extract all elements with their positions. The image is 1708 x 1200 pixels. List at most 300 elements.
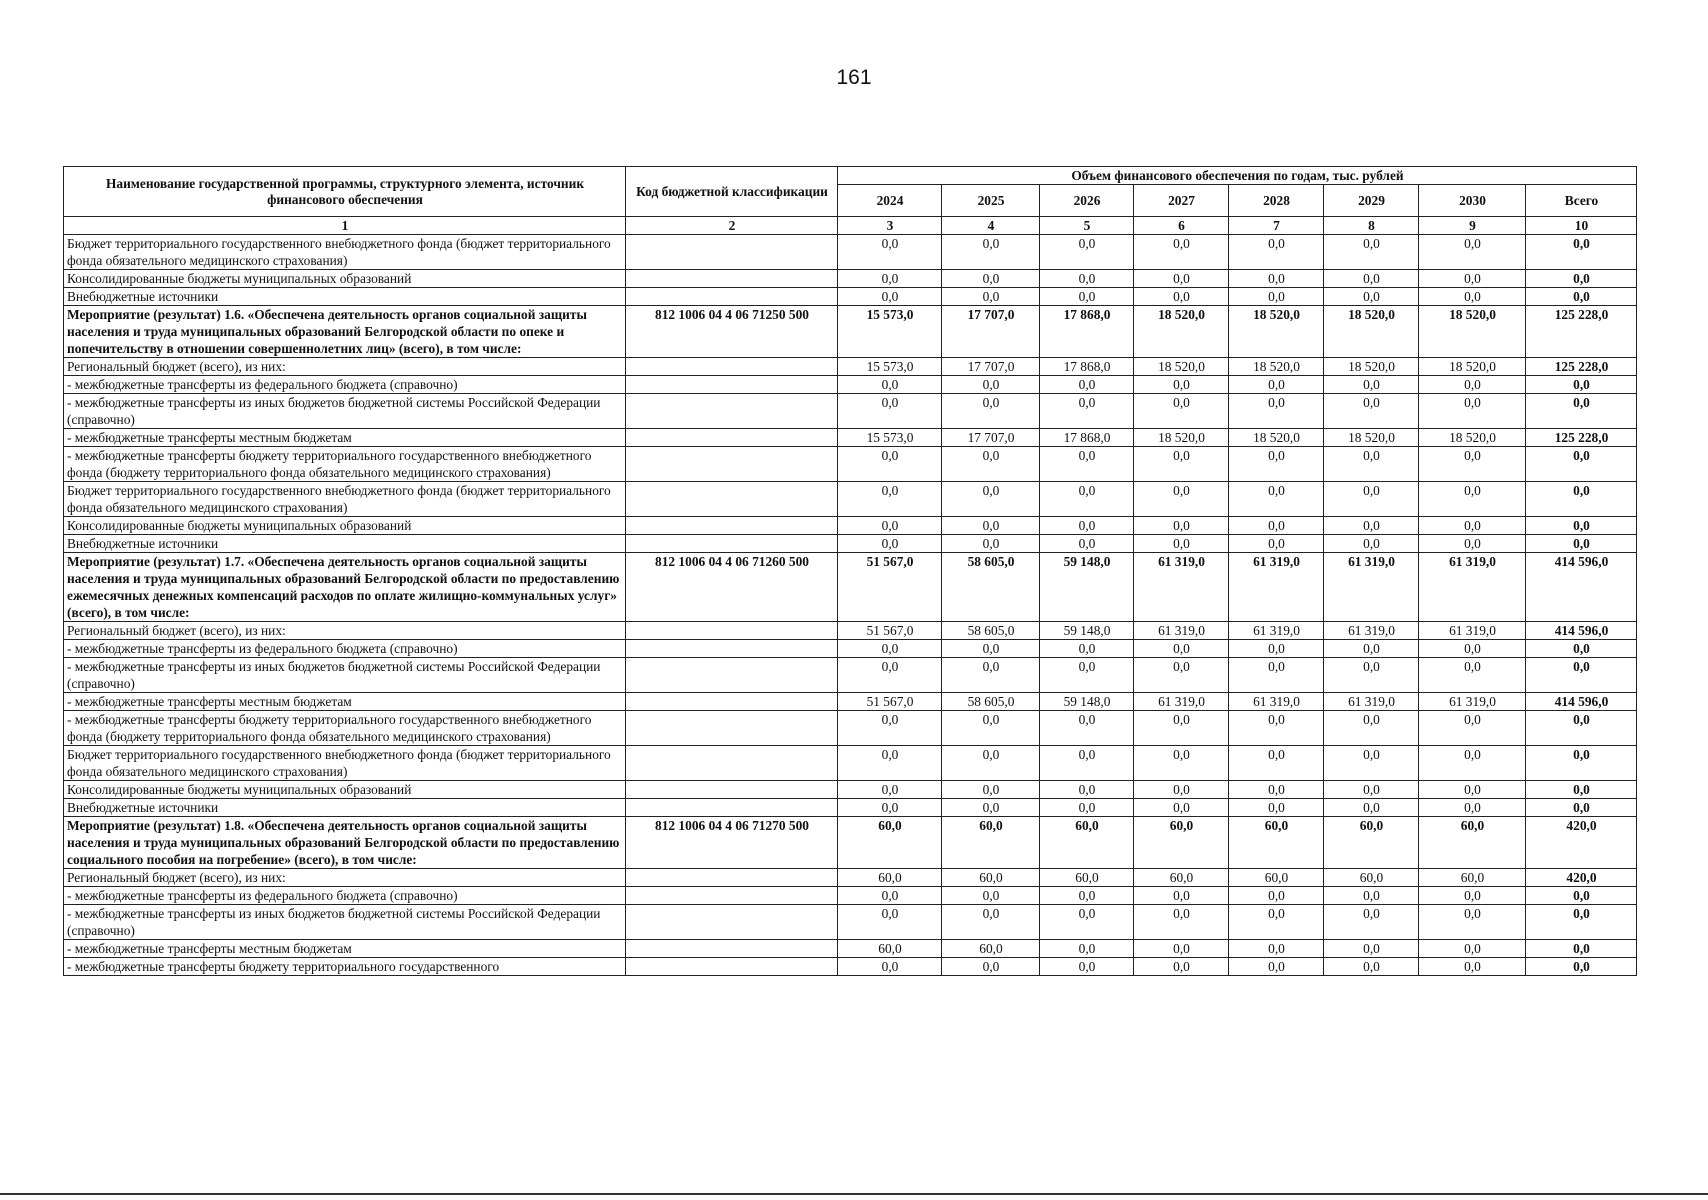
table-row (64, 394, 1637, 429)
year-value: 0,0 (1229, 640, 1324, 658)
column-number: 5 (1040, 217, 1134, 235)
header-year: 2029 (1324, 185, 1419, 217)
table-row (64, 517, 1637, 535)
year-value: 0,0 (1134, 270, 1229, 288)
year-value: 18 520,0 (1229, 306, 1324, 358)
year-value: 0,0 (1229, 376, 1324, 394)
year-value: 0,0 (942, 746, 1040, 781)
year-value: 0,0 (838, 270, 942, 288)
table-row (64, 288, 1637, 306)
header-volume: Объем финансового обеспечения по годам, тыс. рублей (838, 167, 1637, 185)
year-value: 0,0 (1040, 799, 1134, 817)
year-value: 61 319,0 (1419, 553, 1526, 622)
table-row (64, 869, 1637, 887)
year-value: 60,0 (1229, 869, 1324, 887)
total-value: 0,0 (1526, 746, 1637, 781)
header-year: 2024 (838, 185, 942, 217)
year-value: 0,0 (1419, 288, 1526, 306)
year-value: 18 520,0 (1419, 429, 1526, 447)
year-value: 0,0 (1040, 482, 1134, 517)
year-value: 61 319,0 (1134, 693, 1229, 711)
total-value: 414 596,0 (1526, 553, 1637, 622)
year-value: 61 319,0 (1324, 553, 1419, 622)
year-value: 0,0 (1324, 270, 1419, 288)
row-name: Бюджет территориального государственного внебюджетного фонда (бюджет территориального фонда обязательного медицинского страхования) (64, 235, 626, 270)
year-value: 0,0 (1229, 658, 1324, 693)
year-value: 0,0 (1229, 746, 1324, 781)
year-value: 0,0 (942, 270, 1040, 288)
year-value: 0,0 (1324, 905, 1419, 940)
year-value: 0,0 (1324, 376, 1419, 394)
year-value: 0,0 (838, 376, 942, 394)
year-value: 0,0 (1419, 940, 1526, 958)
year-value: 0,0 (1134, 746, 1229, 781)
year-value: 0,0 (1134, 958, 1229, 976)
header-code: Код бюджетной классификации (626, 167, 838, 217)
year-value: 0,0 (1040, 940, 1134, 958)
row-name: - межбюджетные трансферты местным бюджетам (64, 429, 626, 447)
year-value: 61 319,0 (1229, 622, 1324, 640)
year-value: 61 319,0 (1419, 693, 1526, 711)
budget-code (626, 693, 838, 711)
year-value: 18 520,0 (1419, 358, 1526, 376)
year-value: 0,0 (838, 958, 942, 976)
year-value: 0,0 (1419, 887, 1526, 905)
header-year: 2026 (1040, 185, 1134, 217)
year-value: 15 573,0 (838, 358, 942, 376)
table-row (64, 482, 1637, 517)
year-value: 0,0 (942, 711, 1040, 746)
year-value: 0,0 (1040, 746, 1134, 781)
year-value: 0,0 (1419, 958, 1526, 976)
year-value: 0,0 (1419, 376, 1526, 394)
year-value: 0,0 (1324, 288, 1419, 306)
budget-code (626, 447, 838, 482)
year-value: 61 319,0 (1134, 553, 1229, 622)
column-number: 7 (1229, 217, 1324, 235)
year-value: 60,0 (838, 940, 942, 958)
year-value: 60,0 (1419, 869, 1526, 887)
budget-code (626, 658, 838, 693)
event-row (64, 306, 1637, 358)
total-value: 0,0 (1526, 640, 1637, 658)
year-value: 0,0 (1040, 905, 1134, 940)
total-value: 0,0 (1526, 940, 1637, 958)
year-value: 0,0 (1324, 799, 1419, 817)
table-row (64, 693, 1637, 711)
year-value: 0,0 (1229, 270, 1324, 288)
total-value: 125 228,0 (1526, 306, 1637, 358)
row-name: Консолидированные бюджеты муниципальных образований (64, 517, 626, 535)
total-value: 0,0 (1526, 799, 1637, 817)
year-value: 58 605,0 (942, 693, 1040, 711)
header-year: 2025 (942, 185, 1040, 217)
year-value: 0,0 (1040, 640, 1134, 658)
row-name: - межбюджетные трансферты из иных бюджетов бюджетной системы Российской Федерации (справочно) (64, 394, 626, 429)
budget-code: 812 1006 04 4 06 71250 500 (626, 306, 838, 358)
year-value: 17 707,0 (942, 358, 1040, 376)
year-value: 0,0 (1419, 640, 1526, 658)
year-value: 0,0 (1134, 781, 1229, 799)
year-value: 0,0 (1324, 235, 1419, 270)
column-number: 1 (64, 217, 626, 235)
table-row (64, 905, 1637, 940)
year-value: 0,0 (942, 376, 1040, 394)
year-value: 0,0 (1040, 376, 1134, 394)
year-value: 0,0 (1229, 394, 1324, 429)
total-value: 0,0 (1526, 658, 1637, 693)
table-row (64, 622, 1637, 640)
row-name: - межбюджетные трансферты бюджету территориального государственного внебюджетного фонда (бюджету территориального фонда обязательного медицинского страхования) (64, 447, 626, 482)
year-value: 58 605,0 (942, 553, 1040, 622)
year-value: 0,0 (1419, 905, 1526, 940)
table-row (64, 235, 1637, 270)
total-value: 414 596,0 (1526, 693, 1637, 711)
column-number: 10 (1526, 217, 1637, 235)
budget-code (626, 887, 838, 905)
year-value: 0,0 (1134, 447, 1229, 482)
row-name: Мероприятие (результат) 1.6. «Обеспечена деятельность органов социальной защиты населения и труда муниципальных образований Белгородской области по опеке и попечительству в отношении совершеннолетних лиц» (всего), в том числе: (64, 306, 626, 358)
event-row (64, 817, 1637, 869)
year-value: 51 567,0 (838, 693, 942, 711)
row-name: Бюджет территориального государственного внебюджетного фонда (бюджет территориального фонда обязательного медицинского страхования) (64, 482, 626, 517)
year-value: 0,0 (1040, 235, 1134, 270)
year-value: 17 868,0 (1040, 429, 1134, 447)
year-value: 0,0 (1229, 288, 1324, 306)
year-value: 60,0 (942, 817, 1040, 869)
year-value: 0,0 (942, 958, 1040, 976)
column-number: 9 (1419, 217, 1526, 235)
year-value: 0,0 (1229, 482, 1324, 517)
total-value: 0,0 (1526, 905, 1637, 940)
year-value: 60,0 (1040, 869, 1134, 887)
row-name: Мероприятие (результат) 1.8. «Обеспечена деятельность органов социальной защиты населения и труда муниципальных образований Белгородской области по предоставлению социального пособия на погребение» (всего), в том числе: (64, 817, 626, 869)
year-value: 0,0 (1419, 746, 1526, 781)
table-row (64, 447, 1637, 482)
total-value: 0,0 (1526, 288, 1637, 306)
total-value: 0,0 (1526, 711, 1637, 746)
budget-code (626, 940, 838, 958)
year-value: 0,0 (838, 288, 942, 306)
year-value: 0,0 (942, 447, 1040, 482)
row-name: Мероприятие (результат) 1.7. «Обеспечена деятельность органов социальной защиты населения и труда муниципальных образований Белгородской области по предоставлению ежемесячных денежных компенсаций расходов по оплате жилищно-коммунальных услуг» (всего), в том числе: (64, 553, 626, 622)
year-value: 0,0 (1419, 270, 1526, 288)
year-value: 60,0 (942, 869, 1040, 887)
row-name: Консолидированные бюджеты муниципальных образований (64, 270, 626, 288)
row-name: - межбюджетные трансферты бюджету территориального государственного (64, 958, 626, 976)
year-value: 0,0 (1419, 517, 1526, 535)
year-value: 0,0 (942, 394, 1040, 429)
year-value: 60,0 (1040, 817, 1134, 869)
year-value: 18 520,0 (1419, 306, 1526, 358)
budget-code (626, 535, 838, 553)
column-number: 3 (838, 217, 942, 235)
budget-code (626, 869, 838, 887)
year-value: 0,0 (1134, 394, 1229, 429)
year-value: 17 707,0 (942, 429, 1040, 447)
year-value: 0,0 (838, 887, 942, 905)
year-value: 0,0 (1040, 288, 1134, 306)
budget-code (626, 429, 838, 447)
total-value: 0,0 (1526, 781, 1637, 799)
year-value: 0,0 (1324, 958, 1419, 976)
table-row (64, 940, 1637, 958)
table-row (64, 799, 1637, 817)
page-number: 161 (836, 66, 872, 89)
year-value: 18 520,0 (1324, 429, 1419, 447)
year-value: 59 148,0 (1040, 622, 1134, 640)
table-row (64, 781, 1637, 799)
total-value: 420,0 (1526, 817, 1637, 869)
budget-code (626, 958, 838, 976)
total-value: 125 228,0 (1526, 429, 1637, 447)
year-value: 0,0 (838, 658, 942, 693)
year-value: 0,0 (1229, 905, 1324, 940)
year-value: 0,0 (838, 517, 942, 535)
year-value: 61 319,0 (1229, 693, 1324, 711)
year-value: 51 567,0 (838, 622, 942, 640)
year-value: 0,0 (1040, 517, 1134, 535)
year-value: 59 148,0 (1040, 553, 1134, 622)
year-value: 0,0 (838, 640, 942, 658)
table-row (64, 887, 1637, 905)
year-value: 0,0 (1134, 711, 1229, 746)
year-value: 0,0 (942, 781, 1040, 799)
budget-code (626, 905, 838, 940)
year-value: 0,0 (1040, 447, 1134, 482)
budget-code (626, 622, 838, 640)
column-number: 6 (1134, 217, 1229, 235)
total-value: 0,0 (1526, 958, 1637, 976)
total-value: 0,0 (1526, 270, 1637, 288)
year-value: 61 319,0 (1134, 622, 1229, 640)
year-value: 0,0 (1134, 940, 1229, 958)
year-value: 0,0 (838, 746, 942, 781)
year-value: 0,0 (1229, 799, 1324, 817)
total-value: 0,0 (1526, 447, 1637, 482)
budget-code (626, 517, 838, 535)
row-name: - межбюджетные трансферты из иных бюджетов бюджетной системы Российской Федерации (справочно) (64, 905, 626, 940)
year-value: 59 148,0 (1040, 693, 1134, 711)
table-row (64, 658, 1637, 693)
year-value: 0,0 (1229, 887, 1324, 905)
row-name: - межбюджетные трансферты из федерального бюджета (справочно) (64, 887, 626, 905)
year-value: 0,0 (1324, 640, 1419, 658)
column-number: 4 (942, 217, 1040, 235)
year-value: 0,0 (942, 887, 1040, 905)
header-year: 2028 (1229, 185, 1324, 217)
row-name: - межбюджетные трансферты местным бюджетам (64, 693, 626, 711)
total-value: 0,0 (1526, 482, 1637, 517)
table-row (64, 270, 1637, 288)
year-value: 18 520,0 (1134, 429, 1229, 447)
table-row (64, 376, 1637, 394)
year-value: 0,0 (1134, 517, 1229, 535)
year-value: 0,0 (942, 658, 1040, 693)
year-value: 60,0 (1324, 817, 1419, 869)
header-year: 2030 (1419, 185, 1526, 217)
year-value: 0,0 (1040, 711, 1134, 746)
year-value: 61 319,0 (1324, 693, 1419, 711)
year-value: 0,0 (1040, 270, 1134, 288)
year-value: 0,0 (1324, 447, 1419, 482)
year-value: 0,0 (1229, 711, 1324, 746)
year-value: 61 319,0 (1229, 553, 1324, 622)
year-value: 0,0 (1324, 746, 1419, 781)
year-value: 0,0 (1134, 235, 1229, 270)
year-value: 60,0 (1229, 817, 1324, 869)
budget-code (626, 799, 838, 817)
page-bottom-rule (0, 1193, 1708, 1195)
year-value: 60,0 (1419, 817, 1526, 869)
year-value: 0,0 (1134, 658, 1229, 693)
year-value: 0,0 (838, 799, 942, 817)
row-name: Региональный бюджет (всего), из них: (64, 869, 626, 887)
total-value: 125 228,0 (1526, 358, 1637, 376)
budget-code (626, 270, 838, 288)
year-value: 18 520,0 (1229, 358, 1324, 376)
year-value: 0,0 (1229, 447, 1324, 482)
row-name: Консолидированные бюджеты муниципальных образований (64, 781, 626, 799)
year-value: 0,0 (1134, 640, 1229, 658)
table-row (64, 358, 1637, 376)
year-value: 0,0 (1229, 535, 1324, 553)
year-value: 0,0 (838, 394, 942, 429)
year-value: 0,0 (1324, 394, 1419, 429)
year-value: 0,0 (838, 905, 942, 940)
header-name: Наименование государственной программы, структурного элемента, источник финансового обеспечения (64, 167, 626, 217)
column-number: 8 (1324, 217, 1419, 235)
table-row (64, 640, 1637, 658)
year-value: 0,0 (1324, 711, 1419, 746)
year-value: 0,0 (1229, 958, 1324, 976)
total-value: 0,0 (1526, 235, 1637, 270)
total-value: 414 596,0 (1526, 622, 1637, 640)
table-row (64, 711, 1637, 746)
year-value: 18 520,0 (1134, 306, 1229, 358)
year-value: 0,0 (942, 517, 1040, 535)
year-value: 0,0 (1324, 482, 1419, 517)
year-value: 60,0 (838, 869, 942, 887)
year-value: 0,0 (1040, 887, 1134, 905)
year-value: 0,0 (1040, 394, 1134, 429)
year-value: 18 520,0 (1324, 358, 1419, 376)
year-value: 60,0 (942, 940, 1040, 958)
year-value: 0,0 (838, 535, 942, 553)
budget-code (626, 358, 838, 376)
year-value: 0,0 (1229, 517, 1324, 535)
budget-code (626, 482, 838, 517)
total-value: 0,0 (1526, 394, 1637, 429)
year-value: 60,0 (1134, 869, 1229, 887)
year-value: 60,0 (838, 817, 942, 869)
year-value: 17 707,0 (942, 306, 1040, 358)
year-value: 0,0 (1324, 535, 1419, 553)
total-value: 0,0 (1526, 535, 1637, 553)
year-value: 0,0 (838, 447, 942, 482)
year-value: 0,0 (1040, 958, 1134, 976)
year-value: 0,0 (1419, 799, 1526, 817)
year-value: 0,0 (838, 781, 942, 799)
year-value: 0,0 (1419, 394, 1526, 429)
total-value: 420,0 (1526, 869, 1637, 887)
year-value: 0,0 (942, 640, 1040, 658)
budget-code (626, 711, 838, 746)
column-number-row (64, 217, 1637, 235)
total-value: 0,0 (1526, 376, 1637, 394)
year-value: 58 605,0 (942, 622, 1040, 640)
year-value: 0,0 (1040, 781, 1134, 799)
year-value: 60,0 (1134, 817, 1229, 869)
year-value: 0,0 (1134, 376, 1229, 394)
year-value: 61 319,0 (1324, 622, 1419, 640)
year-value: 0,0 (1040, 658, 1134, 693)
year-value: 0,0 (1324, 940, 1419, 958)
financing-table (63, 166, 1637, 976)
year-value: 0,0 (1134, 535, 1229, 553)
year-value: 0,0 (942, 905, 1040, 940)
table-row (64, 535, 1637, 553)
year-value: 0,0 (838, 711, 942, 746)
year-value: 0,0 (942, 235, 1040, 270)
year-value: 15 573,0 (838, 306, 942, 358)
header-total: Всего (1526, 185, 1637, 217)
year-value: 0,0 (1419, 711, 1526, 746)
row-name: Внебюджетные источники (64, 799, 626, 817)
year-value: 0,0 (1229, 235, 1324, 270)
table-row (64, 958, 1637, 976)
year-value: 0,0 (942, 799, 1040, 817)
year-value: 0,0 (1134, 288, 1229, 306)
year-value: 0,0 (1324, 517, 1419, 535)
budget-code: 812 1006 04 4 06 71270 500 (626, 817, 838, 869)
year-value: 17 868,0 (1040, 306, 1134, 358)
year-value: 0,0 (942, 288, 1040, 306)
year-value: 0,0 (838, 235, 942, 270)
total-value: 0,0 (1526, 517, 1637, 535)
table-row (64, 429, 1637, 447)
budget-code (626, 640, 838, 658)
year-value: 0,0 (1419, 658, 1526, 693)
header-year: 2027 (1134, 185, 1229, 217)
budget-code (626, 394, 838, 429)
row-name: - межбюджетные трансферты из федерального бюджета (справочно) (64, 376, 626, 394)
year-value: 0,0 (942, 535, 1040, 553)
year-value: 0,0 (1324, 781, 1419, 799)
budget-code (626, 288, 838, 306)
year-value: 0,0 (1419, 781, 1526, 799)
year-value: 0,0 (1229, 940, 1324, 958)
year-value: 0,0 (1324, 658, 1419, 693)
year-value: 0,0 (1419, 482, 1526, 517)
budget-code (626, 781, 838, 799)
budget-code: 812 1006 04 4 06 71260 500 (626, 553, 838, 622)
year-value: 15 573,0 (838, 429, 942, 447)
row-name: Внебюджетные источники (64, 535, 626, 553)
row-name: Региональный бюджет (всего), из них: (64, 358, 626, 376)
year-value: 0,0 (1134, 482, 1229, 517)
year-value: 0,0 (1324, 887, 1419, 905)
year-value: 0,0 (1419, 447, 1526, 482)
year-value: 0,0 (1134, 799, 1229, 817)
year-value: 51 567,0 (838, 553, 942, 622)
year-value: 18 520,0 (1324, 306, 1419, 358)
year-value: 18 520,0 (1134, 358, 1229, 376)
row-name: - межбюджетные трансферты из иных бюджетов бюджетной системы Российской Федерации (справочно) (64, 658, 626, 693)
year-value: 0,0 (942, 482, 1040, 517)
row-name: Бюджет территориального государственного внебюджетного фонда (бюджет территориального фонда обязательного медицинского страхования) (64, 746, 626, 781)
year-value: 61 319,0 (1419, 622, 1526, 640)
